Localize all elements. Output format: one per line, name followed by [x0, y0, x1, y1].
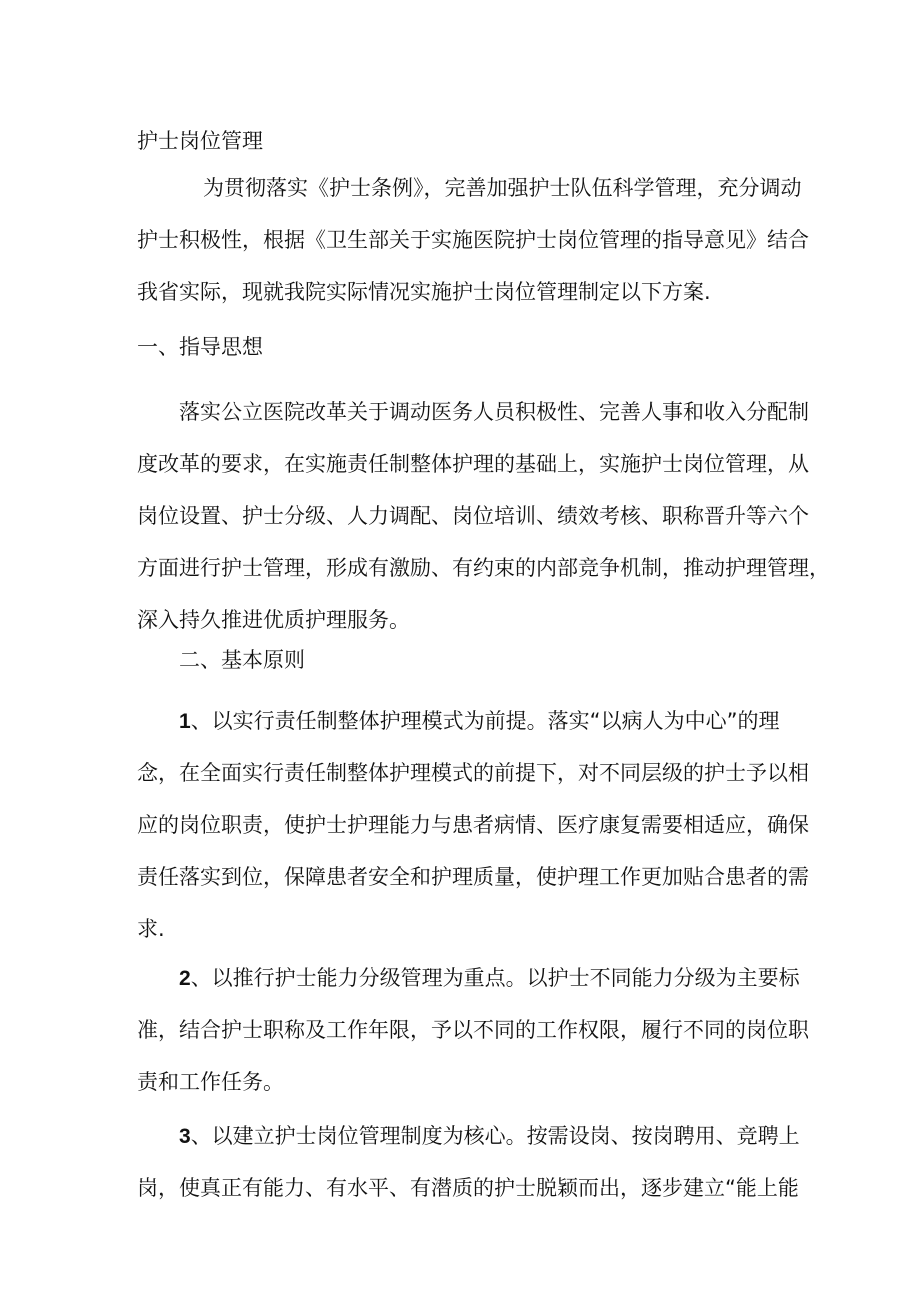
intro-paragraph [137, 162, 809, 318]
principle-line: 准，结合护士职称及工作年限，予以不同的工作权限，履行不同的岗位职 [137, 1018, 809, 1042]
principle-item-2-first-line [137, 952, 800, 1004]
intro-line: 为贯彻落实《护士条例》，完善加强护士队伍科学管理，充分调动 [203, 176, 802, 200]
document-title: 护士岗位管理 [137, 129, 263, 153]
section1-line: 深入持久推进优质护理服务。 [137, 608, 410, 632]
principle-item-1 [137, 695, 809, 955]
principle-line: 岗，使真正有能力、有水平、有潜质的护士脱颖而出，逐步建立“能上能 [137, 1176, 799, 1200]
section2-heading: 二、基本原则 [179, 648, 305, 672]
section1-heading: 一、指导思想 [137, 335, 263, 359]
principle-item-3-first-line [137, 1110, 800, 1162]
section1-line: 度改革的要求，在实施责任制整体护理的基础上，实施护士岗位管理，从 [137, 452, 809, 476]
principle-line: 责和工作任务。 [137, 1070, 284, 1094]
section1-paragraph [137, 386, 830, 646]
principle-line: 求. [137, 917, 165, 941]
principle-text: 、以实行责任制整体护理模式为前提。落实“以病人为中心”的理 [190, 709, 780, 733]
section1-line: 方面进行护士管理，形成有激励、有约束的内部竞争机制，推动护理管理， [137, 556, 830, 580]
principle-line: 念，在全面实行责任制整体护理模式的前提下，对不同层级的护士予以相 [137, 761, 809, 785]
section1-line: 岗位设置、护士分级、人力调配、岗位培训、绩效考核、职称晋升等六个 [137, 504, 809, 528]
principle-item-3 [137, 1110, 800, 1214]
principle-number: 2 [179, 967, 191, 990]
principle-item-2 [137, 952, 809, 1108]
principle-line: 应的岗位职责，使护士护理能力与患者病情、医疗康复需要相适应，确保 [137, 813, 809, 837]
section1-line: 落实公立医院改革关于调动医务人员积极性、完善人事和收入分配制 [179, 400, 809, 424]
principle-line: 责任落实到位，保障患者安全和护理质量，使护理工作更加贴合患者的需 [137, 865, 809, 889]
principle-text: 、以推行护士能力分级管理为重点。以护士不同能力分级为主要标 [190, 966, 800, 990]
intro-line: 我省实际，现就我院实际情况实施护士岗位管理制定以下方案. [137, 280, 711, 304]
principle-number: 1 [179, 710, 191, 733]
intro-line: 护士积极性，根据《卫生部关于实施医院护士岗位管理的指导意见》结合 [137, 228, 809, 252]
principle-number: 3 [179, 1125, 191, 1148]
principle-text: 、以建立护士岗位管理制度为核心。按需设岗、按岗聘用、竞聘上 [190, 1124, 800, 1148]
principle-item-1-first-line [137, 695, 797, 747]
